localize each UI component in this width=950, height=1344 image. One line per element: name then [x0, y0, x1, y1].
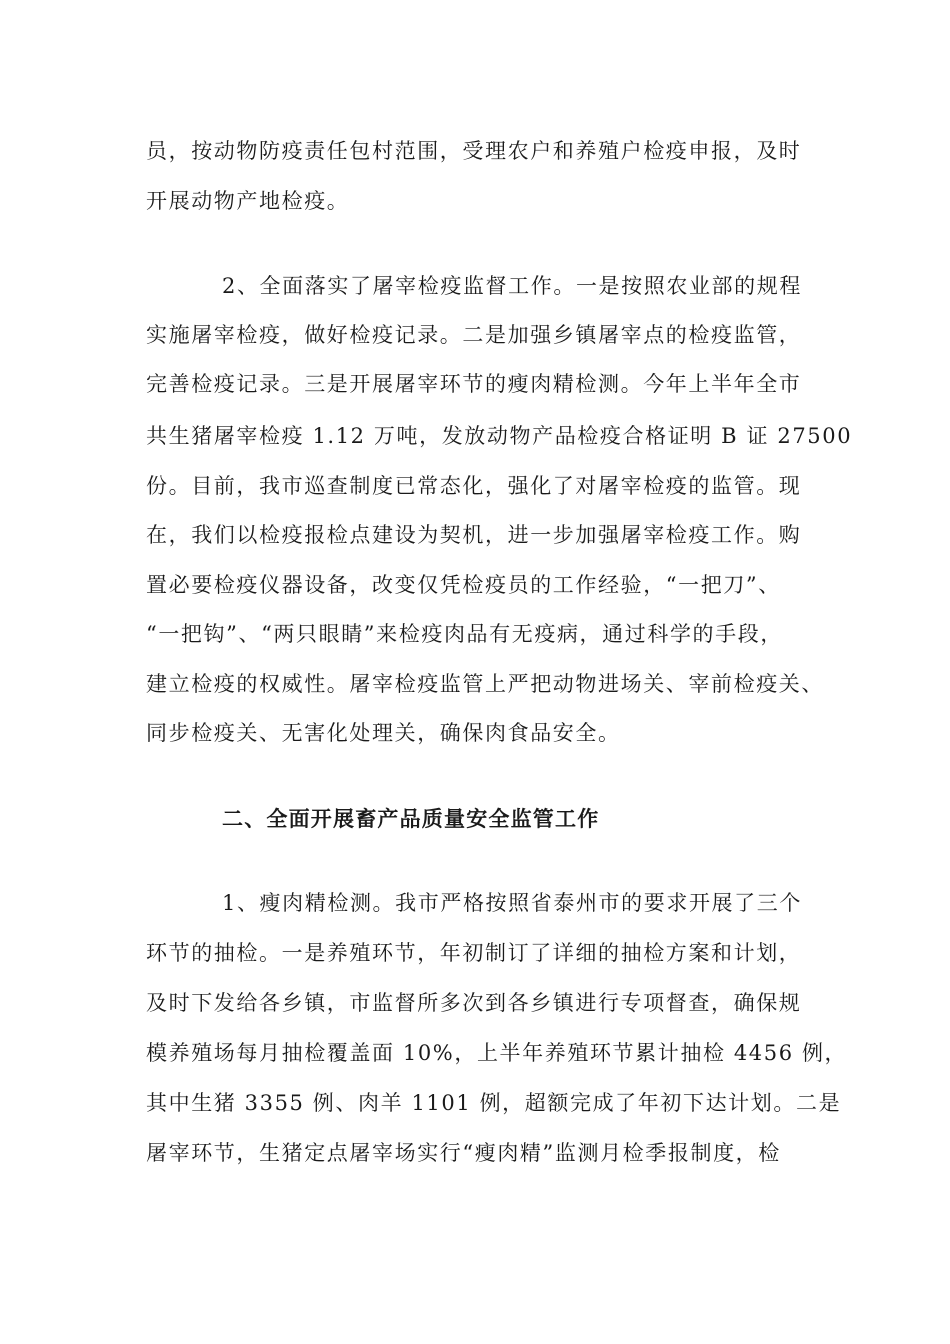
paragraph-line: 开展动物产地检疫。 — [146, 189, 350, 213]
paragraph-line: 环节的抽检。一是养殖环节，年初制订了详细的抽检方案和计划， — [146, 941, 802, 965]
paragraph-line: 完善检疫记录。三是开展屠宰环节的瘦肉精检测。今年上半年全市 — [146, 372, 802, 396]
paragraph-line: 及时下发给各乡镇，市监督所多次到各乡镇进行专项督查，确保规 — [146, 991, 802, 1015]
paragraph-line: 份。目前，我市巡查制度已常态化，强化了对屠宰检疫的监管。现 — [146, 474, 802, 498]
paragraph-line: 实施屠宰检疫，做好检疫记录。二是加强乡镇屠宰点的检疫监管， — [146, 323, 802, 347]
paragraph-line: 共生猪屠宰检疫 1.12 万吨，发放动物产品检疫合格证明 B 证 27500 — [146, 424, 853, 448]
paragraph-line: 其中生猪 3355 例、肉羊 1101 例，超额完成了年初下达计划。二是 — [146, 1091, 842, 1115]
paragraph-line: 建立检疫的权威性。屠宰检疫监管上严把动物进场关、宰前检疫关、 — [146, 672, 824, 696]
paragraph-line: 在，我们以检疫报检点建设为契机，进一步加强屠宰检疫工作。购 — [146, 523, 802, 547]
paragraph-line: 2、全面落实了屠宰检疫监督工作。一是按照农业部的规程 — [222, 274, 802, 298]
paragraph-line: 置必要检疫仪器设备，改变仅凭检疫员的工作经验，“一把刀”、 — [146, 573, 781, 597]
paragraph-line: 同步检疫关、无害化处理关，确保肉食品安全。 — [146, 721, 621, 745]
paragraph-line: 模养殖场每月抽检覆盖面 10%，上半年养殖环节累计抽检 4456 例， — [146, 1041, 848, 1065]
paragraph-line: “一把钩”、“两只眼睛”来检疫肉品有无疫病，通过科学的手段， — [146, 622, 783, 646]
section-heading: 二、全面开展畜产品质量安全监管工作 — [222, 807, 600, 831]
paragraph-line: 员，按动物防疫责任包村范围，受理农户和养殖户检疫申报，及时 — [146, 139, 802, 163]
paragraph-line: 1、瘦肉精检测。我市严格按照省泰州市的要求开展了三个 — [222, 891, 802, 915]
paragraph-line: 屠宰环节，生猪定点屠宰场实行“瘦肉精”监测月检季报制度，检 — [146, 1141, 781, 1165]
